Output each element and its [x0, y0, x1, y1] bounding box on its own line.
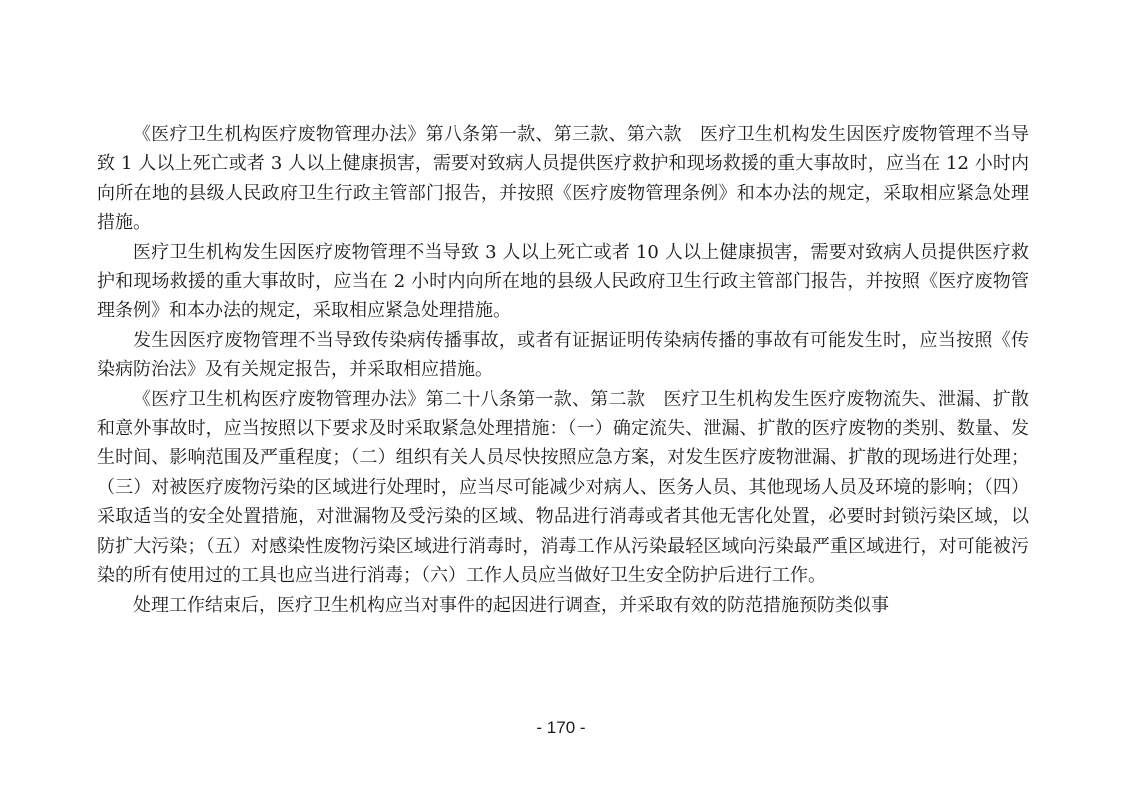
- paragraph-article-8-clause-3: 医疗卫生机构发生因医疗废物管理不当导致 3 人以上死亡或者 10 人以上健康损害，需要对致病人员提供医疗救护和现场救援的重大事故时，应当在 2 小时内向所在地的县级人民政府卫生行政主管部门报告，并按照《医疗废物管理条例》和本办法的规定，采取相应紧急处理措施。: [97, 241, 1029, 322]
- body-text: [97, 120, 1029, 620]
- paragraph-article-8: 《医疗卫生机构医疗废物管理办法》第八条第一款、第三款、第六款 医疗卫生机构发生因医疗废物管理不当导致 1 人以上死亡或者 3 人以上健康损害，需要对致病人员提供医疗救护和现场救援的重大事故时，应当在 12 小时内向所在地的县级人民政府卫生行政主管部门报告，并按照《医疗废物管理条例》和本办法的规定，采取相应紧急处理措施。: [97, 124, 1029, 234]
- paragraph-post-processing: 处理工作结束后，医疗卫生机构应当对事件的起因进行调查，并采取有效的防范措施预防类似事: [133, 594, 889, 616]
- paragraph-article-8-clause-6: 发生因医疗废物管理不当导致传染病传播事故，或者有证据证明传染病传播的事故有可能发生时，应当按照《传染病防治法》及有关规定报告，并采取相应措施。: [97, 329, 1029, 381]
- paragraph-article-28: 《医疗卫生机构医疗废物管理办法》第二十八条第一款、第二款 医疗卫生机构发生医疗废物流失、泄漏、扩散和意外事故时，应当按照以下要求及时采取紧急处理措施：（一）确定流失、泄漏、扩散的医疗废物的类别、数量、发生时间、影响范围及严重程度；（二）组织有关人员尽快按照应急方案，对发生医疗废物泄漏、扩散的现场进行处理；（三）对被医疗废物污染的区域进行处理时，应当尽可能减少对病人、医务人员、其他现场人员及环境的影响；（四）采取适当的安全处置措施，对泄漏物及受污染的区域、物品进行消毒或者其他无害化处置，必要时封锁污染区域，以防扩大污染；（五）对感染性废物污染区域进行消毒时，消毒工作从污染最轻区域向污染最严重区域进行，对可能被污染的所有使用过的工具也应当进行消毒；（六）工作人员应当做好卫生安全防护后进行工作。: [97, 388, 1029, 587]
- page-number: - 170 -: [536, 718, 586, 737]
